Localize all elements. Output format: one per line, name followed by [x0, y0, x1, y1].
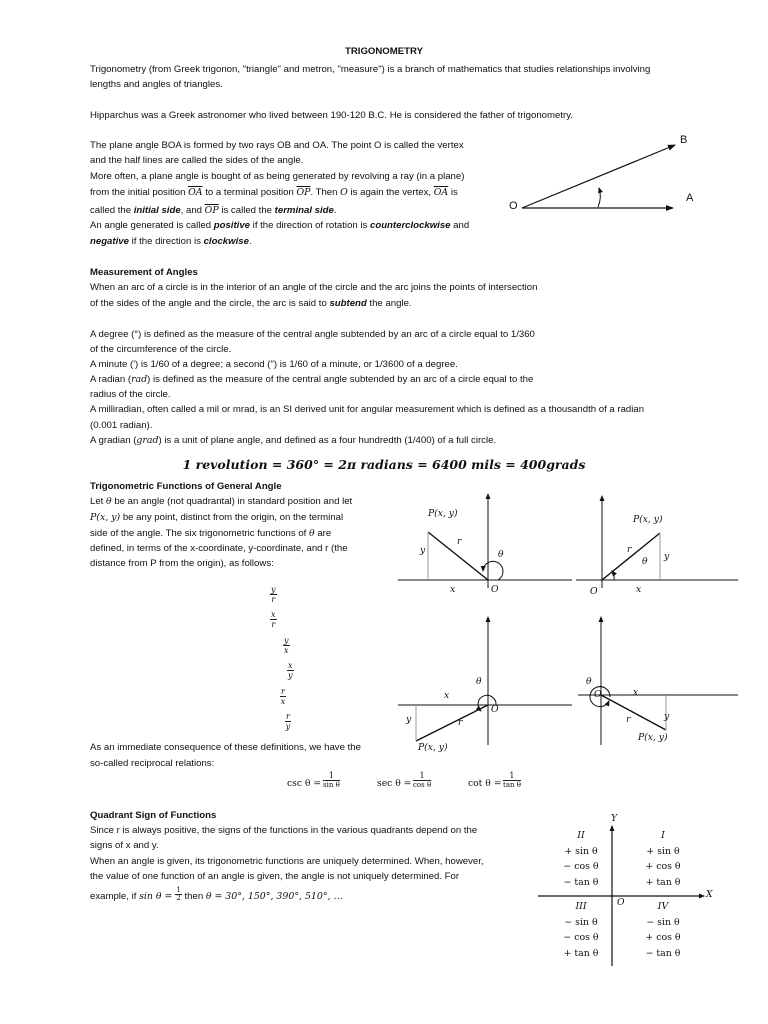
- math-sin: sin θ =: [139, 891, 176, 903]
- text-span: side of the angle. The six trigonometric functions of: [90, 528, 309, 539]
- csc-relation: csc θ =: [287, 778, 322, 789]
- intro-line-2: lengths and angles of triangles.: [90, 79, 223, 90]
- clockwise-term: clockwise: [203, 236, 249, 247]
- numerator: 1: [503, 771, 521, 781]
- fig2-r: r: [627, 544, 632, 555]
- text-span: is called the: [218, 205, 275, 216]
- sign-cos: + cos θ: [645, 932, 681, 943]
- numerator: y: [284, 636, 289, 645]
- fig1-y: y: [420, 545, 426, 556]
- reciprocal-line-2: so-called reciprocal relations:: [90, 758, 215, 769]
- sign-tan: + tan θ: [563, 947, 599, 959]
- numerator: 1: [413, 771, 431, 781]
- quadrant-heading: Quadrant Sign of Functions: [90, 810, 217, 821]
- text-span: to a terminal position: [202, 187, 297, 198]
- fig1-theta: θ: [498, 549, 504, 560]
- fig4-y: y: [664, 711, 670, 722]
- cot-fraction: [503, 771, 521, 790]
- fig3-r: r: [458, 717, 463, 728]
- trig-line-3: [90, 528, 331, 540]
- math-o: O: [340, 187, 348, 198]
- math-oa: $\overline{OA}$: [188, 187, 203, 198]
- fig3-x: x: [444, 690, 450, 701]
- text-span: of the sides of the angle and the circle, the arc is said to: [90, 298, 330, 309]
- text-span: is again the vertex,: [347, 187, 434, 198]
- text-span: .: [333, 205, 337, 216]
- fig4-theta: θ: [586, 676, 592, 687]
- text-span: .: [248, 236, 252, 247]
- numerator: 1: [323, 771, 340, 781]
- sine-fraction: [270, 585, 277, 604]
- angle-line-3: More often, a plane angle is bought of as being generated by revolving a ray (in a plane): [90, 171, 465, 182]
- fig4-point-p: P(x, y): [638, 732, 668, 743]
- denominator: x: [280, 697, 286, 706]
- degree-line-2: of the circumference of the circle.: [90, 344, 232, 355]
- trig-line-4: defined, in terms of the x-coordinate, y-coordinate, and r (the: [90, 543, 348, 554]
- measurement-line-2: [90, 298, 412, 310]
- denominator: y: [285, 722, 291, 731]
- quadrant-line-5: [90, 886, 343, 904]
- text-span: Let: [90, 496, 107, 507]
- text-span: from the initial position: [90, 187, 189, 198]
- text-span: ) is a unit of plane angle, and defined as a four hundredth (1/400) of a full circle.: [158, 435, 497, 446]
- numerator: y: [271, 585, 276, 594]
- minute-line: A minute (') is 1/60 of a degree; a second (") is 1/60 of a minute, or 1/3600 of a degree.: [90, 359, 458, 370]
- quadrant-name: III: [575, 901, 587, 912]
- trig-line-5: distance from P from the origin), as follows:: [90, 558, 274, 569]
- fig4-x: x: [633, 687, 639, 698]
- trig-heading: Trigonometric Functions of General Angle: [90, 481, 282, 492]
- denominator: y: [287, 671, 293, 680]
- cosine-fraction: [270, 610, 277, 629]
- negative-term: negative: [90, 236, 129, 247]
- text-span: ) is defined as the measure of the central angle subtended by an arc of a circle equal to the: [147, 374, 534, 385]
- positive-term: positive: [213, 220, 251, 231]
- math-point-p: P(x, y): [90, 512, 121, 523]
- fig4-origin: O: [594, 689, 602, 700]
- cosecant-fraction: [285, 712, 291, 731]
- fig3-theta: θ: [476, 676, 482, 687]
- label-b: B: [680, 134, 688, 146]
- fig4-r: r: [626, 714, 631, 725]
- quadrant-name: I: [661, 830, 665, 841]
- label-o: O: [509, 200, 518, 212]
- gradian-line: [90, 435, 496, 447]
- terminal-side-term: terminal side: [274, 205, 334, 216]
- origin-label: O: [617, 897, 625, 908]
- quadrant-line-1: Since r is always positive, the signs of the functions in the various quadrants depend on the: [90, 825, 478, 836]
- text-span: then: [181, 891, 206, 903]
- fig1-r: r: [457, 536, 462, 547]
- sign-sin: + sin θ: [564, 845, 598, 857]
- cotangent-fraction: [287, 661, 294, 680]
- sec-relation: sec θ =: [377, 778, 412, 789]
- denominator: sin θ: [323, 781, 340, 789]
- sign-sin: + sin θ: [646, 845, 680, 857]
- counterclockwise-term: counterclockwise: [370, 220, 451, 231]
- math-oa-vector: $\overline{OA}$: [433, 187, 449, 198]
- reciprocal-line-1: As an immediate consequence of these definitions, we have the: [90, 742, 361, 753]
- text-span: An angle generated is called: [90, 220, 214, 231]
- text-span: and: [450, 220, 470, 231]
- fig2-theta: θ: [642, 556, 648, 567]
- subtend-term: subtend: [329, 298, 367, 309]
- fig2-x: x: [636, 584, 642, 595]
- sign-tan: − tan θ: [645, 947, 681, 959]
- tangent-fraction: [283, 636, 290, 655]
- quadrant-ii-signs: [556, 828, 606, 890]
- text-span: be an angle (not quadrantal) in standard position and let: [111, 496, 353, 507]
- text-span: is: [448, 187, 458, 198]
- fig3-point-p: P(x, y): [418, 742, 448, 753]
- fig2-point-p: P(x, y): [633, 514, 663, 525]
- math-theta: θ: [309, 528, 315, 539]
- text-span: if the direction of rotation is: [250, 220, 370, 231]
- angle-line-5: [90, 205, 337, 217]
- math-op: $\overline{OP}$: [296, 187, 311, 198]
- sign-cos: − cos θ: [563, 932, 599, 943]
- initial-side-term: initial side: [133, 205, 181, 216]
- angle-line-7: [90, 236, 252, 248]
- fig1-origin: O: [491, 584, 499, 595]
- mil-line-2: (0.001 radian).: [90, 420, 153, 431]
- numerator: x: [288, 661, 293, 670]
- csc-fraction: [323, 771, 340, 790]
- denominator: 2: [176, 894, 181, 902]
- angle-line-1: The plane angle BOA is formed by two rays OB and OA. The point O is called the vertex: [90, 140, 464, 151]
- text-span: called the: [90, 205, 134, 216]
- sign-sin: − sin θ: [646, 916, 680, 928]
- numerator: x: [271, 610, 276, 619]
- numerator: r: [281, 687, 285, 696]
- fig2-origin: O: [590, 586, 598, 597]
- axis-x-label: X: [706, 889, 713, 900]
- intro-line-1: Trigonometry (from Greek trigonon, "triangle" and metron, "measure") is a branch of mathematics that studies relationships involving: [90, 64, 651, 75]
- measurement-line-1: When an arc of a circle is in the interior of an angle of the circle and the arc joins the points of intersection: [90, 282, 538, 293]
- angle-line-4: [90, 187, 458, 199]
- text-span: if the direction is: [128, 236, 204, 247]
- sign-tan: + tan θ: [645, 876, 681, 888]
- sign-tan: − tan θ: [563, 876, 599, 888]
- label-a: A: [686, 192, 694, 204]
- text-span: A radian (: [90, 374, 132, 385]
- trig-line-1: [90, 496, 352, 508]
- denominator: x: [284, 646, 289, 655]
- quadrant-name: II: [577, 830, 585, 841]
- revolution-formula: 1 revolution = 360° = 2π radians = 6400 mils = 400grads: [182, 457, 586, 472]
- fig2-y: y: [664, 551, 670, 562]
- sign-sin: − sin θ: [564, 916, 598, 928]
- quadrant-name: IV: [657, 901, 669, 912]
- denominator: r: [271, 620, 276, 629]
- numerator: r: [286, 712, 290, 721]
- angle-line-2: and the half lines are called the sides of the angle.: [90, 155, 304, 166]
- hipparchus-text: Hipparchus was a Greek astronomer who lived between 190-120 B.C. He is considered the father of trigonometry.: [90, 110, 573, 121]
- fig1-x: x: [450, 584, 456, 595]
- angle-line-6: [90, 220, 469, 232]
- text-span: are: [314, 528, 332, 539]
- secant-fraction: [280, 687, 286, 706]
- denominator: cos θ: [413, 781, 432, 789]
- numerator: 1: [176, 886, 181, 894]
- half-fraction: [175, 887, 181, 902]
- cot-relation: cot θ =: [468, 778, 502, 789]
- fig3-y: y: [406, 714, 412, 725]
- text-span: . Then: [310, 187, 341, 198]
- text-span: example, if: [90, 891, 140, 903]
- quadrant-iv-signs: [638, 899, 688, 961]
- text-span: A gradian (: [90, 435, 137, 446]
- fig1-point-p: P(x, y): [428, 508, 458, 519]
- quadrant-line-2: signs of x and y.: [90, 840, 159, 851]
- measurement-heading: Measurement of Angles: [90, 267, 198, 278]
- denominator: r: [271, 595, 276, 604]
- sign-cos: + cos θ: [645, 861, 681, 872]
- fig3-origin: O: [491, 704, 499, 715]
- math-theta-values: θ = 30°, 150°, 390°, 510°, …: [205, 891, 343, 903]
- page-title: TRIGONOMETRY: [345, 46, 423, 57]
- math-op-vector: $\overline{OP}$: [204, 205, 219, 216]
- math-theta: θ: [106, 496, 112, 507]
- mil-line-1: A milliradian, often called a mil or mrad, is an SI derived unit for angular measurement which is defined as a thousandth of a radian: [90, 404, 645, 415]
- math-rad: rad: [131, 374, 148, 385]
- sec-fraction: [413, 771, 431, 790]
- axis-y-label: Y: [611, 813, 618, 824]
- text-span: be any point, distinct from the origin, on the terminal: [120, 512, 344, 523]
- denominator: tan θ: [503, 781, 521, 789]
- text-span: , and: [180, 205, 205, 216]
- quadrant-line-3: When an angle is given, its trigonometric functions are uniquely determined. When, however,: [90, 856, 484, 867]
- quadrant-line-4: the value of one function of an angle is given, the angle is not uniquely determined. For: [90, 871, 460, 882]
- degree-line-1: A degree (°) is defined as the measure of the central angle subtended by an arc of a circle equal to 1/360: [90, 329, 535, 340]
- text-span: the angle.: [366, 298, 412, 309]
- radian-line-1: [90, 374, 533, 386]
- math-grad: grad: [136, 435, 159, 446]
- quadrant-i-signs: [638, 828, 688, 890]
- trig-line-2: [90, 512, 343, 524]
- quadrant-iii-signs: [556, 899, 606, 961]
- sign-cos: − cos θ: [563, 861, 599, 872]
- radian-line-2: radius of the circle.: [90, 389, 171, 400]
